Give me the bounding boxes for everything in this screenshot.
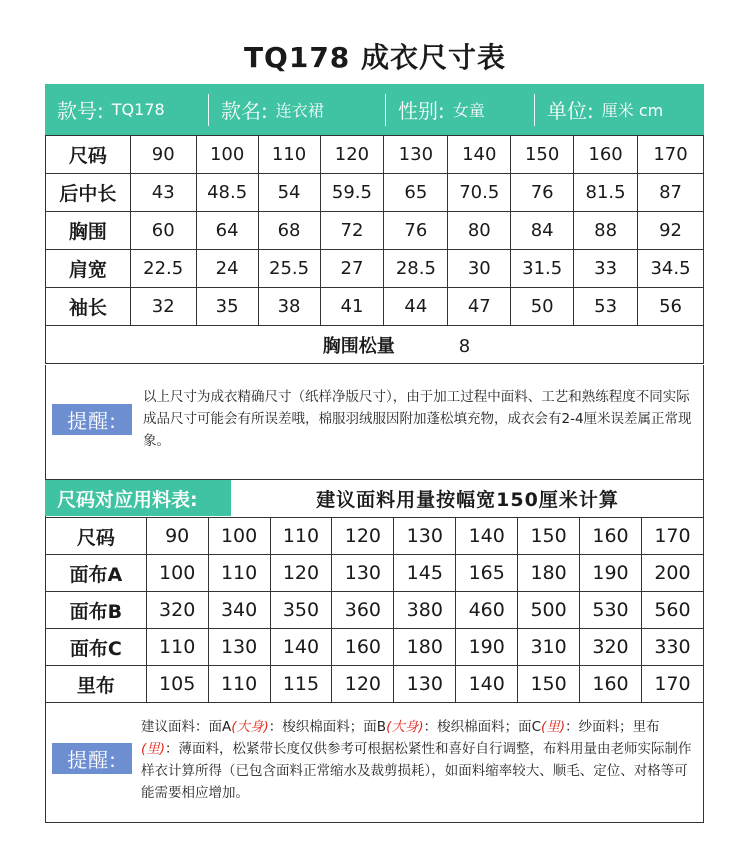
table-cell: 100 (208, 518, 270, 555)
row-label: 尺码 (46, 518, 147, 555)
table-cell: 160 (580, 666, 642, 703)
row-label: 面布C (46, 629, 147, 666)
table-cell: 70.5 (448, 174, 511, 212)
table-cell: 28.5 (384, 250, 448, 288)
table-cell: 88 (574, 212, 638, 250)
table-cell: 80 (448, 212, 511, 250)
table-cell: 130 (394, 666, 456, 703)
table-cell: 130 (394, 518, 456, 555)
table-cell: 160 (580, 518, 642, 555)
table-cell: 170 (641, 518, 703, 555)
row-label: 袖长 (46, 288, 131, 326)
highlight-text: (里) (141, 741, 166, 757)
table-cell: 68 (258, 212, 320, 250)
table-cell: 84 (511, 212, 574, 250)
table-cell: 120 (332, 518, 394, 555)
table-cell: 59.5 (320, 174, 384, 212)
style-no-value: TQ178 (111, 100, 165, 119)
name-label: 款名: (221, 99, 268, 123)
table-cell: 530 (580, 592, 642, 629)
table-cell: 340 (208, 592, 270, 629)
table-cell: 76 (511, 174, 574, 212)
table-cell: 500 (518, 592, 580, 629)
table-cell: 130 (332, 555, 394, 592)
style-no-label: 款号: (57, 99, 104, 123)
table-cell: 100 (196, 136, 258, 174)
table-cell: 150 (518, 518, 580, 555)
table-cell: 60 (130, 212, 196, 250)
table-cell: 50 (511, 288, 574, 326)
table-cell: 41 (320, 288, 384, 326)
name-cell (209, 84, 385, 135)
page-title: TQ178 成衣尺寸表 (243, 41, 507, 74)
gender-cell (386, 84, 534, 135)
table-cell: 81.5 (574, 174, 638, 212)
table-cell: 65 (384, 174, 448, 212)
table-cell: 360 (332, 592, 394, 629)
size-table (45, 135, 704, 364)
table-cell: 30 (448, 250, 511, 288)
table-cell: 145 (394, 555, 456, 592)
table-cell: 115 (270, 666, 332, 703)
table-cell: 110 (270, 518, 332, 555)
table-cell: 22.5 (130, 250, 196, 288)
table-cell: 180 (394, 629, 456, 666)
table-cell: 35 (196, 288, 258, 326)
row-label: 里布 (46, 666, 147, 703)
reminder2-text: ：薄面料，松紧带长度仅供参考可根据松紧性和喜好自行调整，布料用量由老师实际制作样衣计算所得（已包含面料正常缩水及裁剪损耗），如面料缩率较大、顺毛、定位、对格等可能需要相应增加。 (141, 741, 692, 801)
reminder2-text: ：纱面料；里布 (565, 719, 660, 735)
row-label: 面布A (46, 555, 147, 592)
table-cell: 560 (641, 592, 703, 629)
table-cell: 43 (130, 174, 196, 212)
table-cell: 33 (574, 250, 638, 288)
reminder2-text: 建议面料：面A (141, 719, 232, 735)
table-cell: 190 (580, 555, 642, 592)
table-cell: 130 (384, 136, 448, 174)
fabric-table-label: 尺码对应用料表: (45, 480, 231, 516)
table-cell: 140 (448, 136, 511, 174)
table-row (46, 592, 704, 629)
table-cell: 460 (456, 592, 518, 629)
table-cell: 76 (384, 212, 448, 250)
table-cell: 48.5 (196, 174, 258, 212)
table-cell: 120 (270, 555, 332, 592)
table-cell: 47 (448, 288, 511, 326)
ease-cell (46, 326, 704, 364)
reminder2-text: ：梭织棉面料；面C (423, 719, 542, 735)
table-cell: 170 (641, 666, 703, 703)
header-divider (534, 94, 535, 126)
table-cell: 180 (518, 555, 580, 592)
table-cell: 140 (270, 629, 332, 666)
table-cell: 310 (518, 629, 580, 666)
row-label: 面布B (46, 592, 147, 629)
table-cell: 150 (511, 136, 574, 174)
table-cell: 90 (146, 518, 208, 555)
header-divider (208, 94, 209, 126)
table-cell: 105 (146, 666, 208, 703)
table-cell: 380 (394, 592, 456, 629)
name-value: 连衣裙 (275, 101, 324, 120)
reminder2-text: ：梭织棉面料；面B (268, 719, 387, 735)
row-label: 后中长 (46, 174, 131, 212)
reminder-tag: 提醒: (52, 404, 132, 435)
highlight-text: (大身) (386, 719, 424, 735)
table-cell: 320 (146, 592, 208, 629)
style-no-cell (45, 84, 208, 135)
table-cell: 140 (456, 518, 518, 555)
table-cell: 160 (574, 136, 638, 174)
row-label: 肩宽 (46, 250, 131, 288)
table-cell: 320 (580, 629, 642, 666)
table-row (46, 555, 704, 592)
table-row (46, 212, 704, 250)
table-cell: 350 (270, 592, 332, 629)
table-cell: 25.5 (258, 250, 320, 288)
reminder-text-2 (141, 716, 697, 804)
table-cell: 110 (258, 136, 320, 174)
table-cell: 27 (320, 250, 384, 288)
ease-value: 8 (458, 335, 471, 357)
table-cell: 44 (384, 288, 448, 326)
table-row (46, 288, 704, 326)
table-cell: 200 (641, 555, 703, 592)
row-label: 尺码 (46, 136, 131, 174)
table-row (46, 666, 704, 703)
table-cell: 32 (130, 288, 196, 326)
reminder-tag-2: 提醒: (52, 743, 132, 774)
table-cell: 53 (574, 288, 638, 326)
table-cell: 120 (320, 136, 384, 174)
unit-value: 厘米 cm (601, 101, 664, 120)
table-cell: 72 (320, 212, 384, 250)
table-cell: 54 (258, 174, 320, 212)
table-cell: 38 (258, 288, 320, 326)
table-cell: 110 (146, 629, 208, 666)
table-cell: 130 (208, 629, 270, 666)
header-divider (385, 94, 386, 126)
table-cell: 34.5 (638, 250, 704, 288)
highlight-text: (大身) (231, 719, 269, 735)
table-cell: 150 (518, 666, 580, 703)
table-row (46, 629, 704, 666)
table-row (46, 518, 704, 555)
table-row (46, 250, 704, 288)
table-cell: 64 (196, 212, 258, 250)
table-cell: 190 (456, 629, 518, 666)
table-row (46, 174, 704, 212)
ease-row (46, 326, 704, 364)
table-cell: 87 (638, 174, 704, 212)
header-bar (45, 84, 704, 135)
fabric-table-title: 建议面料用量按幅宽150厘米计算 (316, 488, 619, 511)
table-cell: 90 (130, 136, 196, 174)
table-cell: 110 (208, 555, 270, 592)
table-row (46, 136, 704, 174)
gender-label: 性别: (398, 99, 445, 123)
row-label: 胸围 (46, 212, 131, 250)
ease-label: 胸围松量 (322, 335, 395, 357)
table-cell: 165 (456, 555, 518, 592)
table-cell: 330 (641, 629, 703, 666)
unit-label: 单位: (547, 99, 594, 123)
table-cell: 110 (208, 666, 270, 703)
table-cell: 160 (332, 629, 394, 666)
reminder-text: 以上尺寸为成衣精确尺寸（纸样净版尺寸），由于加工过程中面料、工艺和熟练程度不同实际成品尺寸可能会有所误差哦，棉服羽绒服因附加蓬松填充物，成衣会有2-4厘米误差属正常现象。 (143, 389, 692, 449)
highlight-text: (里) (541, 719, 566, 735)
table-cell: 140 (456, 666, 518, 703)
fabric-table (45, 517, 704, 703)
table-cell: 100 (146, 555, 208, 592)
unit-cell (535, 84, 703, 135)
gender-value: 女童 (452, 101, 485, 120)
table-cell: 92 (638, 212, 704, 250)
table-cell: 24 (196, 250, 258, 288)
table-cell: 170 (638, 136, 704, 174)
table-cell: 56 (638, 288, 704, 326)
table-cell: 120 (332, 666, 394, 703)
table-cell: 31.5 (511, 250, 574, 288)
